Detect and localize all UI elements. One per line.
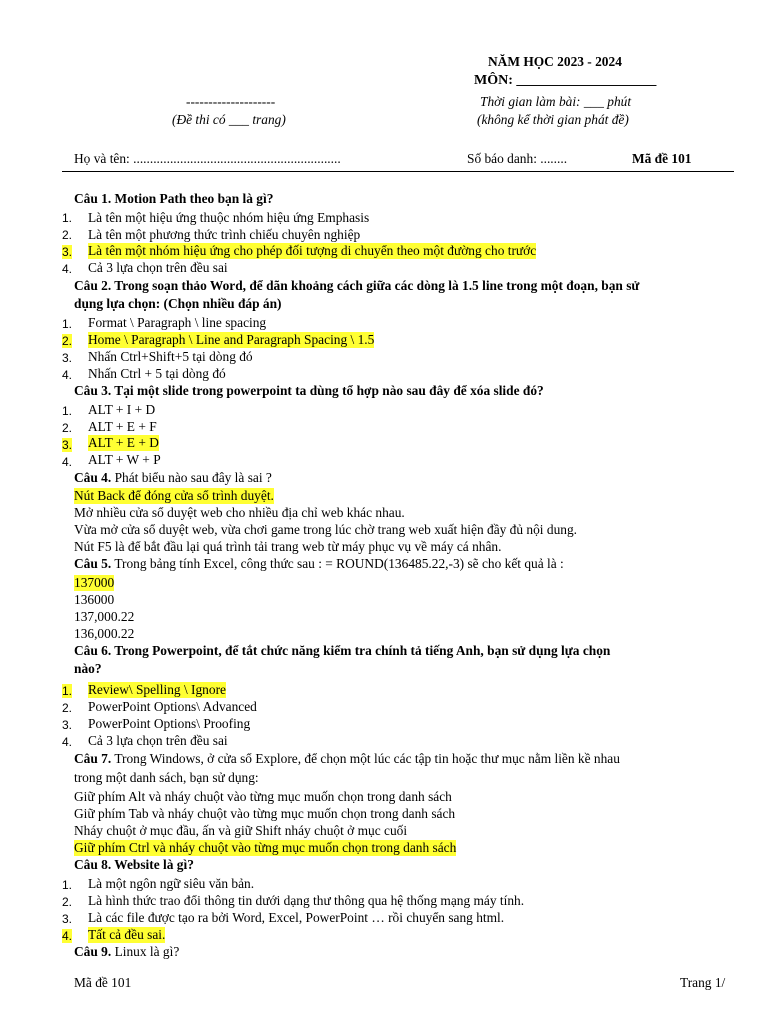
- option-number: 1.: [62, 211, 73, 225]
- question-4-title: [74, 470, 272, 486]
- header-dashes: --------------------: [186, 94, 276, 109]
- q3-option-1: ALT + I + D: [88, 402, 156, 417]
- option-number: 3.: [62, 245, 73, 259]
- option-number: 4.: [62, 368, 73, 382]
- question-label: Câu 7.: [74, 751, 112, 766]
- option-number: 1.: [62, 684, 73, 698]
- q5-option-2: 136000: [74, 592, 115, 607]
- time-label: Thời gian làm bài: ___ phút: [480, 94, 632, 109]
- option-number: 4.: [62, 735, 73, 749]
- header-divider: [62, 171, 734, 172]
- q8-option-4-answer: Tất cả đều sai.: [88, 927, 166, 942]
- option-number: 3.: [62, 438, 73, 452]
- option-number: 1.: [62, 404, 73, 418]
- q6-option-3: PowerPoint Options\ Proofing: [88, 716, 251, 731]
- q5-option-4: 136,000.22: [74, 626, 135, 641]
- q5-option-3: 137,000.22: [74, 609, 135, 624]
- q2-option-2-answer: Home \ Paragraph \ Line and Paragraph Spacing \ 1.5: [88, 332, 375, 347]
- q7-option-3: Nháy chuột ở mục đầu, ấn và giữ Shift nháy chuột ở mục cuối: [74, 823, 408, 838]
- school-year: NĂM HỌC 2023 - 2024: [488, 54, 622, 69]
- q6-option-4: Cả 3 lựa chọn trên đều sai: [88, 733, 228, 748]
- question-3-title: Câu 3. Tại một slide trong powerpoint ta dùng tổ hợp nào sau đây để xóa slide đó?: [74, 383, 544, 398]
- q7-option-1: Giữ phím Alt và nháy chuột vào từng mục muốn chọn trong danh sách: [74, 789, 452, 804]
- q3-option-3-answer: ALT + E + D: [88, 435, 159, 450]
- q2-option-4: Nhấn Ctrl + 5 tại dòng đó: [88, 366, 226, 381]
- q7-option-4-answer: Giữ phím Ctrl và nháy chuột vào từng mục muốn chọn trong danh sách: [74, 840, 457, 855]
- exam-code: Mã đề 101: [632, 151, 692, 166]
- q8-option-3: Là các file được tạo ra bởi Word, Excel, PowerPoint … rồi chuyển sang html.: [88, 910, 505, 925]
- question-label: Câu 4.: [74, 470, 112, 485]
- q5-option-1-answer: 137000: [74, 575, 115, 590]
- q3-option-2: ALT + E + F: [88, 419, 157, 434]
- pages-note: (Đề thi có ___ trang): [172, 112, 286, 127]
- student-name-field: Họ và tên: ..............................................................: [74, 151, 341, 166]
- question-text: Trong Windows, ở cửa sổ Explore, để chọn một lúc các tập tin hoặc thư mục nằm liền kề nhau: [111, 751, 620, 766]
- q4-option-2: Mở nhiều cửa sổ duyệt web cho nhiều địa chỉ web khác nhau.: [74, 505, 405, 520]
- option-number: 3.: [62, 351, 73, 365]
- q7-option-2: Giữ phím Tab và nháy chuột vào từng mục muốn chọn trong danh sách: [74, 806, 456, 821]
- q1-option-3-answer: Là tên một nhóm hiệu ứng cho phép đối tượng di chuyển theo một đường cho trước: [88, 243, 537, 258]
- option-number: 1.: [62, 317, 73, 331]
- question-6-title: Câu 6. Trong Powerpoint, để tắt chức năng kiểm tra chính tả tiếng Anh, bạn sử dụng lựa chọn: [74, 643, 611, 658]
- question-2-title-cont: dụng lựa chọn: (Chọn nhiều đáp án): [74, 296, 282, 311]
- question-5-title: [74, 556, 564, 572]
- question-9-title: [74, 944, 179, 960]
- option-number: 4.: [62, 262, 73, 276]
- option-number: 2.: [62, 334, 73, 348]
- student-id-field: Số báo danh: ........: [467, 151, 568, 166]
- q8-option-1: Là một ngôn ngữ siêu văn bản.: [88, 876, 255, 891]
- question-label: Câu 9.: [74, 944, 112, 959]
- question-text: Linux là gì?: [111, 944, 180, 959]
- option-number: 2.: [62, 421, 73, 435]
- question-7-title: [74, 751, 620, 767]
- question-6-title-cont: nào?: [74, 661, 102, 676]
- q2-option-3: Nhấn Ctrl+Shift+5 tại dòng đó: [88, 349, 253, 364]
- question-text: Trong bảng tính Excel, công thức sau : = ROUND(136485.22,-3) sẽ cho kết quả là :: [111, 556, 564, 571]
- q1-option-2: Là tên một phương thức trình chiếu chuyên nghiệp: [88, 227, 361, 242]
- subject-label: MÔN: ____________________: [474, 73, 657, 88]
- option-number: 2.: [62, 701, 73, 715]
- option-number: 1.: [62, 878, 73, 892]
- q6-option-2: PowerPoint Options\ Advanced: [88, 699, 257, 714]
- question-2-title: Câu 2. Trong soạn thảo Word, để dãn khoảng cách giữa các dòng là 1.5 line trong một đoạn, bạn sử: [74, 278, 640, 293]
- time-note: (không kể thời gian phát đề): [477, 112, 629, 127]
- q4-option-4: Nút F5 là để bắt đầu lại quá trình tải trang web từ máy phục vụ về máy cá nhân.: [74, 539, 502, 554]
- option-number: 2.: [62, 228, 73, 242]
- question-text: Phát biểu nào sau đây là sai ?: [111, 470, 272, 485]
- option-number: 4.: [62, 455, 73, 469]
- q3-option-4: ALT + W + P: [88, 452, 161, 467]
- question-label: Câu 5.: [74, 556, 112, 571]
- footer-page-number: Trang 1/: [680, 975, 726, 990]
- option-number: 3.: [62, 912, 73, 926]
- question-1-title: Câu 1. Motion Path theo bạn là gì?: [74, 191, 274, 206]
- footer-exam-code: Mã đề 101: [74, 975, 132, 990]
- q2-option-1: Format \ Paragraph \ line spacing: [88, 315, 267, 330]
- q4-option-1-answer: Nút Back để đóng cửa sổ trình duyệt.: [74, 488, 274, 503]
- q8-option-2: Là hình thức trao đổi thông tin dưới dạng thư thông qua hệ thống mạng máy tính.: [88, 893, 525, 908]
- q1-option-4: Cả 3 lựa chọn trên đều sai: [88, 260, 228, 275]
- question-7-title-cont: trong một danh sách, bạn sử dụng:: [74, 770, 259, 785]
- option-number: 4.: [62, 929, 73, 943]
- q1-option-1: Là tên một hiệu ứng thuộc nhóm hiệu ứng Emphasis: [88, 210, 370, 225]
- q6-option-1-answer: Review\ Spelling \ Ignore: [88, 682, 226, 697]
- q4-option-3: Vừa mở cửa sổ duyệt web, vừa chơi game trong lúc chờ trang web xuất hiện đầy đủ nội dung.: [74, 522, 578, 537]
- question-8-title: Câu 8. Website là gì?: [74, 857, 194, 872]
- option-number: 3.: [62, 718, 73, 732]
- option-number: 2.: [62, 895, 73, 909]
